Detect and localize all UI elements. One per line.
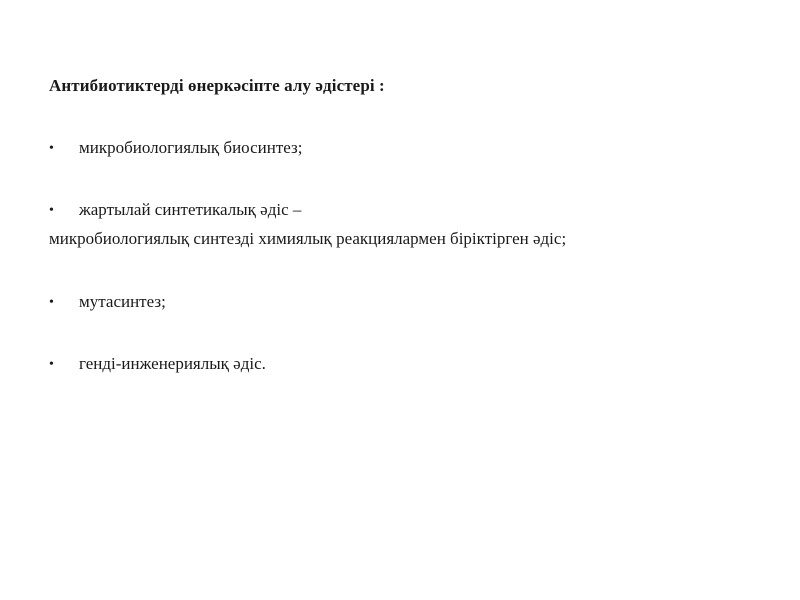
list-item — [49, 200, 301, 220]
bullet-icon: • — [49, 203, 54, 218]
list-item-text: микробиологиялық биосинтез; — [79, 138, 303, 157]
bullet-icon: • — [49, 141, 54, 156]
list-item-text: мутасинтез; — [79, 292, 166, 311]
bullet-icon: • — [49, 357, 54, 372]
list-item-text: жартылай синтетикалық әдіс – — [79, 200, 302, 219]
list-item-continuation: микробиологиялық синтезді химиялық реакциялармен біріктірген әдіс; — [49, 229, 567, 248]
list-item — [49, 354, 266, 374]
slide-title: Антибиотиктерді өнеркәсіпте алу әдістері : — [49, 76, 385, 95]
list-item — [49, 292, 166, 312]
bullet-icon: • — [49, 295, 54, 310]
list-item — [49, 138, 302, 158]
list-item-text: генді-инженериялық әдіс. — [79, 354, 266, 373]
